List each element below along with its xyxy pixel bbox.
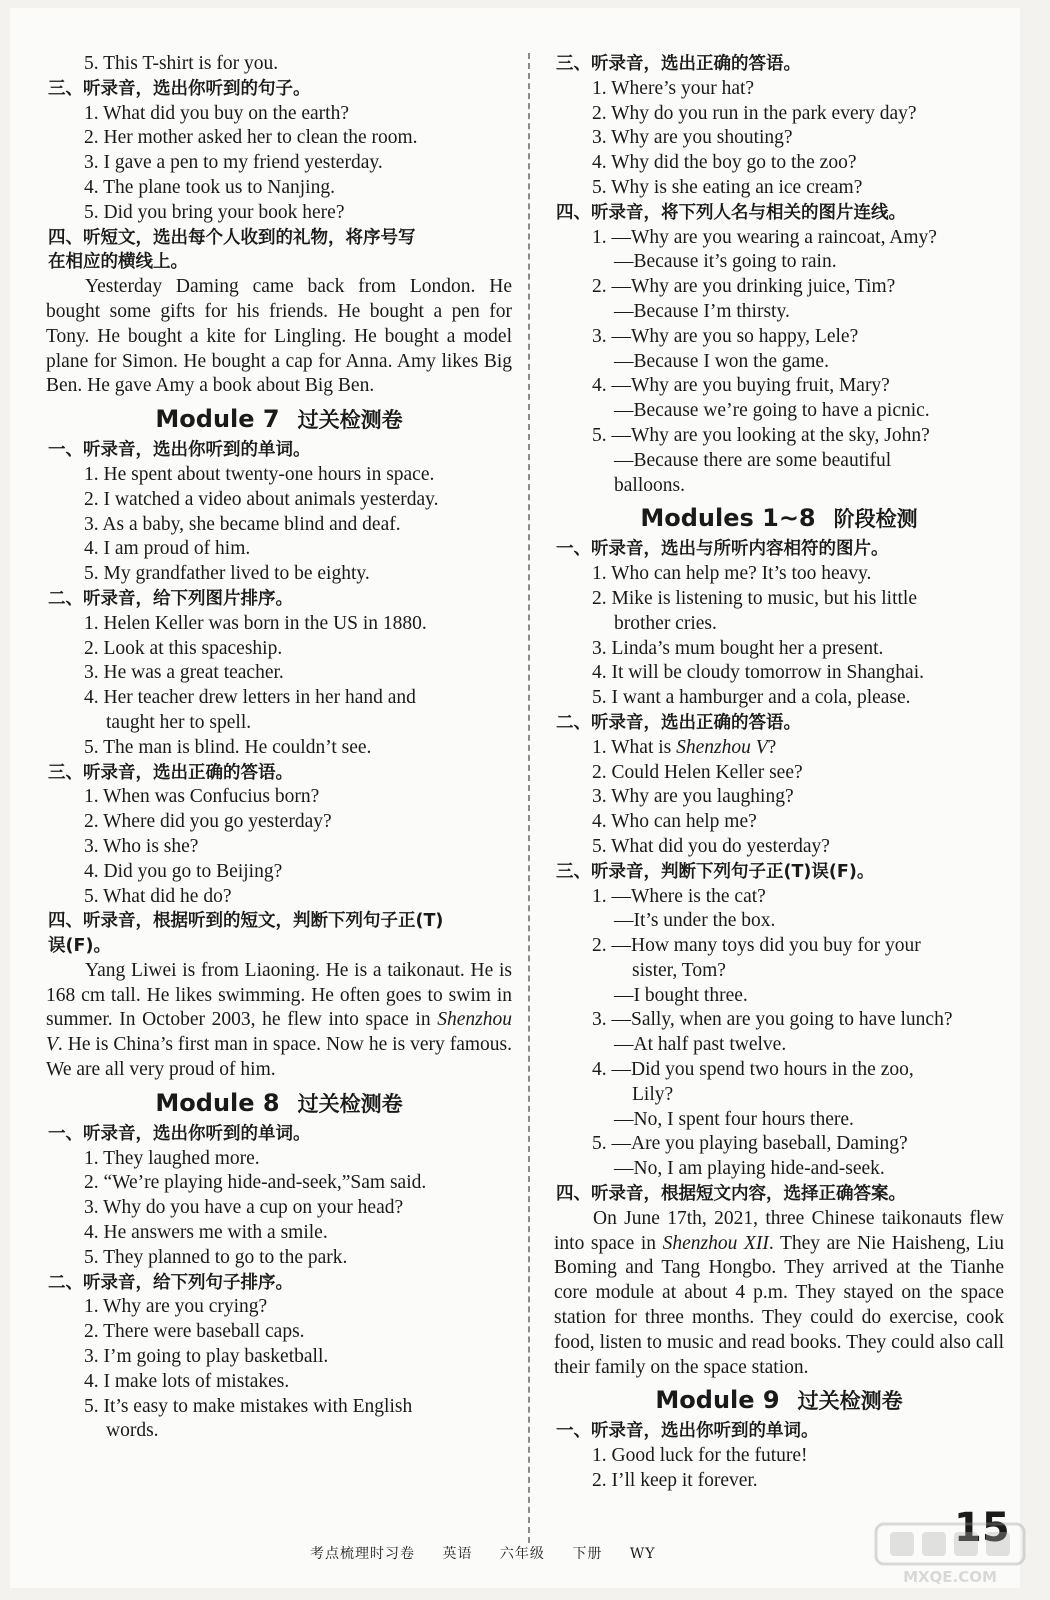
list-item: 1. When was Confucius born? [84, 786, 320, 808]
right-column [554, 52, 1004, 1494]
list-item-text: 1. What is [592, 736, 677, 758]
dialogue-line: —Because I won the game. [614, 350, 829, 372]
list-item: 2. I’ll keep it forever. [592, 1470, 758, 1492]
dialogue-line: —Because it’s going to rain. [614, 251, 837, 273]
section-title-continued: 误(F)。 [48, 936, 111, 957]
list-item: 4. I make lots of mistakes. [84, 1370, 290, 1392]
list-item-continued: words. [106, 1420, 159, 1442]
module-name: Module 9 [655, 1386, 780, 1415]
section-title: 四、听短文，选出每个人收到的礼物，将序号写 [48, 227, 416, 248]
list-item: 5. My grandfather lived to be eighty. [84, 563, 370, 585]
list-item-continued: taught her to spell. [106, 711, 252, 733]
footer-grade: 六年级 [499, 1546, 545, 1562]
list-item-italic: Shenzhou V [676, 736, 768, 758]
section-title: 二、听录音，给下列图片排序。 [48, 588, 293, 609]
list-item: 4. Her teacher drew letters in her hand and [84, 687, 416, 709]
section-title: 三、听录音，选出你听到的句子。 [48, 78, 311, 99]
dialogue-line: 4. —Why are you buying fruit, Mary? [592, 375, 890, 397]
dialogue-line: —Because I’m thirsty. [614, 300, 790, 322]
dialogue-line: —Because there are some beautiful [614, 449, 892, 471]
module-heading [554, 1382, 1004, 1419]
dialogue-line: —It’s under the box. [614, 910, 776, 932]
list-item: 5. What did you do yesterday? [592, 835, 830, 857]
list-item: 3. Who is she? [84, 835, 199, 857]
module-name: Module 8 [155, 1088, 280, 1117]
list-item: 4. He answers me with a smile. [84, 1222, 328, 1244]
list-item: 1. What did you buy on the earth? [84, 102, 349, 124]
dialogue-line: 1. —Why are you wearing a raincoat, Amy? [592, 226, 937, 248]
footer-edition: WY [629, 1546, 656, 1562]
list-item: 3. I gave a pen to my friend yesterday. [84, 152, 383, 174]
section-title: 一、听录音，选出你听到的单词。 [48, 1123, 311, 1144]
passage-italic: Shenzhou V [46, 1009, 512, 1056]
list-item: 3. As a baby, she became blind and deaf. [84, 513, 401, 535]
list-item: 2. There were baseball caps. [84, 1321, 305, 1343]
module-subtitle: 过关检测卷 [297, 408, 403, 433]
module-heading [46, 401, 512, 438]
dialogue-line: 1. —Where is the cat? [592, 885, 766, 907]
section-title: 一、听录音，选出你听到的单词。 [48, 440, 311, 461]
section-title: 三、听录音，选出正确的答语。 [556, 54, 801, 74]
list-item: 2. Where did you go yesterday? [84, 811, 332, 833]
list-item-continued: brother cries. [614, 612, 717, 634]
list-item: 1. Good luck for the future! [592, 1445, 808, 1467]
list-item: 1. Helen Keller was born in the US in 1880. [84, 612, 427, 634]
list-item: 2. Look at this spaceship. [84, 637, 283, 659]
list-item: 3. I’m going to play basketball. [84, 1346, 329, 1368]
dialogue-line: —Because we’re going to have a picnic. [614, 400, 930, 422]
list-item: 1. They laughed more. [84, 1147, 260, 1169]
list-item: 4. It will be cloudy tomorrow in Shanghai. [592, 662, 924, 684]
passage-italic: Shenzhou XII [662, 1232, 769, 1254]
list-item: 2. Why do you run in the park every day? [592, 102, 917, 124]
list-item: 1. Why are you crying? [84, 1296, 268, 1318]
dialogue-line: 2. —How many toys did you buy for your [592, 935, 921, 957]
list-item: 3. Why do you have a cup on your head? [84, 1197, 404, 1219]
passage [46, 959, 512, 1083]
list-item: 1. Where’s your hat? [592, 77, 755, 99]
module-heading [554, 500, 1004, 537]
list-item: 5. Did you bring your book here? [84, 201, 345, 223]
left-column [46, 52, 512, 1444]
passage-text: On June 17th, 2021, three Chinese taikonauts flew into space in [554, 1207, 1004, 1254]
footer-term: 下册 [572, 1546, 603, 1562]
section-title: 三、听录音，选出正确的答语。 [48, 762, 293, 783]
module-heading [46, 1085, 512, 1122]
dialogue-line: 3. —Why are you so happy, Lele? [592, 325, 859, 347]
list-item: 4. Who can help me? [592, 811, 757, 833]
list-item: 5. The man is blind. He couldn’t see. [84, 736, 372, 758]
section-title: 二、听录音，选出正确的答语。 [556, 712, 801, 733]
dialogue-line: —At half past twelve. [614, 1034, 787, 1056]
list-item: 1. He spent about twenty-one hours in space. [84, 463, 435, 485]
section-title-continued: 在相应的横线上。 [48, 252, 188, 273]
list-item: 5. I want a hamburger and a cola, please. [592, 687, 911, 709]
module-subtitle: 阶段检测 [833, 507, 918, 532]
list-item: 4. Why did the boy go to the zoo? [592, 152, 857, 174]
dialogue-line: —No, I spent four hours there. [614, 1108, 854, 1130]
list-item: 2. Mike is listening to music, but his little [592, 587, 917, 609]
section-title: 二、听录音，给下列句子排序。 [48, 1272, 293, 1293]
list-item: 2. Her mother asked her to clean the room. [84, 127, 418, 149]
list-item: 2. I watched a video about animals yesterday. [84, 488, 439, 510]
dialogue-line: 5. —Are you playing baseball, Daming? [592, 1133, 908, 1155]
page-footer [310, 1543, 677, 1563]
section-title: 一、听录音，选出与所听内容相符的图片。 [556, 539, 889, 560]
list-item: 2. “We’re playing hide-and-seek,”Sam said. [84, 1172, 427, 1194]
passage: Yesterday Daming came back from London. He bought some gifts for his friends. He bought a pen for Tony. He bought a kite for Lingling. He bought a model plane for Simon. He bought a cap for Anna. Amy likes Big Ben. He gave Amy a book about Big Ben. [46, 276, 512, 397]
list-item-text: ? [767, 736, 777, 758]
worksheet-page [10, 8, 1020, 1588]
passage-text: . He is China’s first man in space. Now he is very famous. We are all very proud of him. [46, 1034, 512, 1081]
module-subtitle: 过关检测卷 [797, 1389, 903, 1414]
module-name: Modules 1~8 [640, 504, 816, 533]
dialogue-line: —No, I am playing hide-and-seek. [614, 1158, 885, 1180]
list-item: 5. This T-shirt is for you. [84, 53, 279, 74]
footer-book: 考点梳理时习卷 [310, 1546, 415, 1562]
column-divider [528, 53, 530, 1543]
list-item: 4. Did you go to Beijing? [84, 860, 283, 882]
dialogue-line-continued: balloons. [614, 474, 685, 496]
passage [554, 1207, 1004, 1381]
section-title: 四、听录音，将下列人名与相关的图片连线。 [556, 202, 906, 223]
watermark-logo [870, 1518, 1030, 1588]
footer-subject: 英语 [442, 1546, 473, 1562]
watermark-text: MXQE.COM [903, 1568, 997, 1586]
dialogue-line: 4. —Did you spend two hours in the zoo, [592, 1059, 914, 1081]
passage-text: . They are Nie Haisheng, Liu Boming and Tang Hongbo. They arrived at the Tianhe core module at about 4 p.m. They stayed on the space station for three months. They could do exercise, cook food, listen to music and read books. They could also call their family on the space station. [554, 1232, 1004, 1378]
list-item: 3. Linda’s mum bought her a present. [592, 637, 884, 659]
section-title: 四、听录音，根据短文内容，选择正确答案。 [556, 1184, 906, 1205]
list-item: 5. What did he do? [84, 885, 232, 907]
module-name: Module 7 [155, 405, 280, 434]
list-item: 5. They planned to go to the park. [84, 1246, 348, 1268]
dialogue-line: 2. —Why are you drinking juice, Tim? [592, 276, 896, 298]
section-title: 三、听录音，判断下列句子正(T)误(F)。 [556, 861, 875, 882]
list-item: 5. Why is she eating an ice cream? [592, 176, 863, 198]
passage-text: Yang Liwei is from Liaoning. He is a taikonaut. He is 168 cm tall. He likes swimming. He often goes to swim in summer. In October 2003, he flew into space in [46, 959, 512, 1031]
list-item: 3. He was a great teacher. [84, 662, 284, 684]
list-item: 4. I am proud of him. [84, 538, 251, 560]
list-item [554, 736, 1004, 761]
list-item: 2. Could Helen Keller see? [592, 761, 803, 783]
section-title: 一、听录音，选出你听到的单词。 [556, 1421, 819, 1442]
section-title: 四、听录音，根据听到的短文，判断下列句子正(T) [48, 911, 444, 932]
dialogue-line: 5. —Why are you looking at the sky, John? [592, 424, 930, 446]
page-number: 15 [954, 1505, 1010, 1551]
list-item: 5. It’s easy to make mistakes with English [84, 1395, 413, 1417]
list-item: 4. The plane took us to Nanjing. [84, 176, 335, 198]
list-item: 3. Why are you laughing? [592, 786, 794, 808]
dialogue-line: —I bought three. [614, 984, 748, 1006]
dialogue-line: 3. —Sally, when are you going to have lunch? [592, 1009, 953, 1031]
list-item: 3. Why are you shouting? [592, 127, 793, 149]
dialogue-line-continued: Lily? [632, 1083, 674, 1105]
dialogue-line-continued: sister, Tom? [632, 959, 726, 981]
list-item: 1. Who can help me? It’s too heavy. [592, 563, 872, 585]
module-subtitle: 过关检测卷 [297, 1091, 403, 1116]
